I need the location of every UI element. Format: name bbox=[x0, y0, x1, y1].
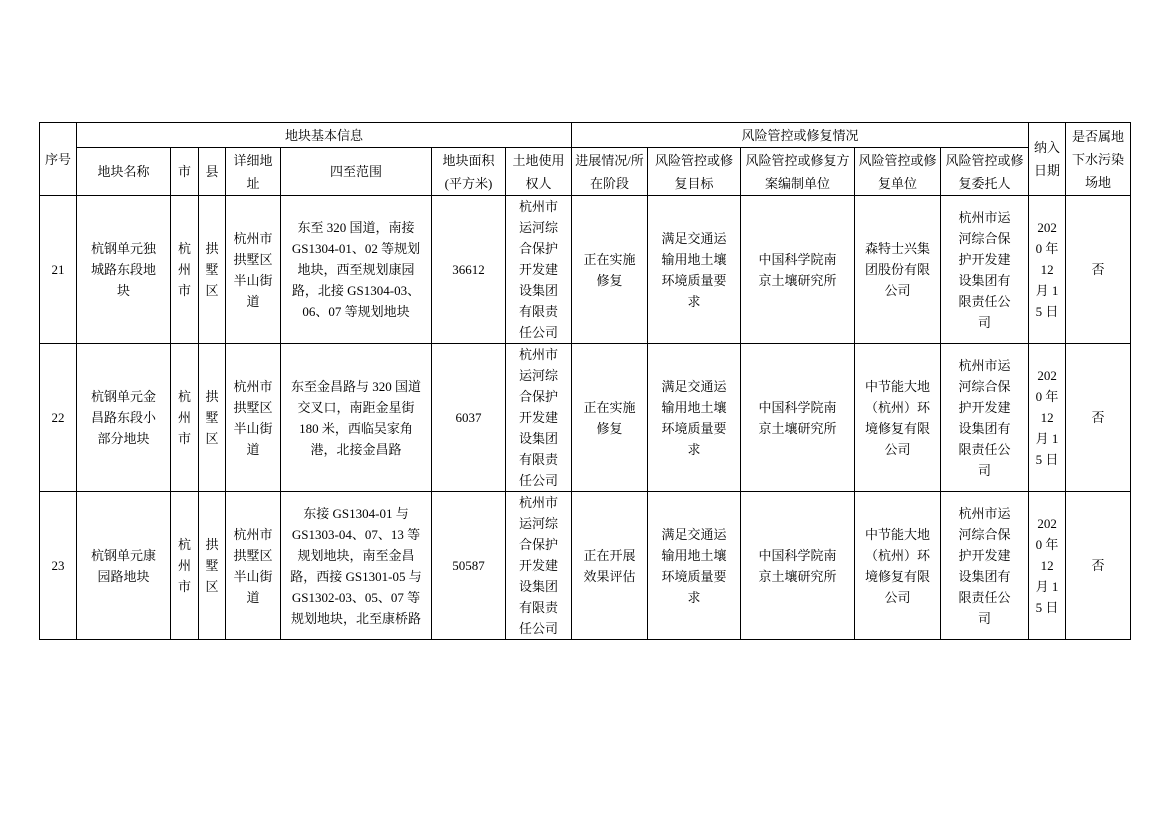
cell-plot-name: 杭钢单元独城路东段地块 bbox=[77, 196, 171, 344]
cell-plan-unit: 中国科学院南京土壤研究所 bbox=[741, 492, 855, 640]
col-header-land-user: 土地使用权人 bbox=[506, 148, 572, 196]
cell-repair-unit: 中节能大地（杭州）环境修复有限公司 bbox=[855, 344, 941, 492]
cell-progress: 正在开展效果评估 bbox=[572, 492, 648, 640]
cell-seq: 23 bbox=[40, 492, 77, 640]
col-header-area: 地块面积(平方米) bbox=[432, 148, 506, 196]
col-header-include-date: 纳入日期 bbox=[1029, 123, 1066, 196]
cell-plot-name: 杭钢单元康园路地块 bbox=[77, 492, 171, 640]
cell-target: 满足交通运输用地土壤环境质量要求 bbox=[648, 344, 741, 492]
cell-area: 36612 bbox=[432, 196, 506, 344]
cell-land-user: 杭州市运河综合保护开发建设集团有限责任公司 bbox=[506, 196, 572, 344]
cell-area: 6037 bbox=[432, 344, 506, 492]
col-header-target: 风险管控或修复目标 bbox=[648, 148, 741, 196]
cell-target: 满足交通运输用地土壤环境质量要求 bbox=[648, 196, 741, 344]
table-row-22 bbox=[40, 344, 1131, 492]
table-row-23 bbox=[40, 492, 1131, 640]
cell-progress: 正在实施修复 bbox=[572, 196, 648, 344]
cell-groundwater: 否 bbox=[1066, 196, 1131, 344]
cell-plan-unit: 中国科学院南京土壤研究所 bbox=[741, 196, 855, 344]
cell-include-date: 2020 年 12 月 15 日 bbox=[1029, 196, 1066, 344]
land-parcel-table bbox=[39, 122, 1131, 640]
col-header-city: 市 bbox=[171, 148, 199, 196]
cell-client: 杭州市运河综合保护开发建设集团有限责任公司 bbox=[941, 196, 1029, 344]
col-header-client: 风险管控或修复委托人 bbox=[941, 148, 1029, 196]
cell-address: 杭州市拱墅区半山街道 bbox=[226, 196, 281, 344]
col-header-plot-name: 地块名称 bbox=[77, 148, 171, 196]
cell-county: 拱墅区 bbox=[199, 344, 226, 492]
cell-client: 杭州市运河综合保护开发建设集团有限责任公司 bbox=[941, 344, 1029, 492]
cell-boundaries: 东接 GS1304-01 与 GS1303-04、07、13 等规划地块，南至金昌路，西接 GS1301-05 与 GS1302-03、05、07 等规划地块，北至康桥路 bbox=[281, 492, 432, 640]
cell-plan-unit: 中国科学院南京土壤研究所 bbox=[741, 344, 855, 492]
cell-seq: 22 bbox=[40, 344, 77, 492]
cell-area: 50587 bbox=[432, 492, 506, 640]
cell-boundaries: 东至金昌路与 320 国道交叉口，南距金星街 180 米，西临吴家角港，北接金昌路 bbox=[281, 344, 432, 492]
table-row-21 bbox=[40, 196, 1131, 344]
cell-address: 杭州市拱墅区半山街道 bbox=[226, 492, 281, 640]
col-header-county: 县 bbox=[199, 148, 226, 196]
cell-include-date: 2020 年 12 月 15 日 bbox=[1029, 492, 1066, 640]
col-header-address: 详细地址 bbox=[226, 148, 281, 196]
cell-groundwater: 否 bbox=[1066, 492, 1131, 640]
cell-include-date: 2020 年 12 月 15 日 bbox=[1029, 344, 1066, 492]
cell-boundaries: 东至 320 国道，南接 GS1304-01、02 等规划地块，西至规划康园路，北接 GS1304-03、06、07 等规划地块 bbox=[281, 196, 432, 344]
cell-land-user: 杭州市运河综合保护开发建设集团有限责任公司 bbox=[506, 492, 572, 640]
cell-groundwater: 否 bbox=[1066, 344, 1131, 492]
header-columns-row bbox=[40, 148, 1131, 196]
cell-repair-unit: 中节能大地（杭州）环境修复有限公司 bbox=[855, 492, 941, 640]
col-header-groundwater: 是否属地下水污染场地 bbox=[1066, 123, 1131, 196]
cell-city: 杭州市 bbox=[171, 344, 199, 492]
col-header-boundaries: 四至范围 bbox=[281, 148, 432, 196]
col-header-plan-unit: 风险管控或修复方案编制单位 bbox=[741, 148, 855, 196]
cell-county: 拱墅区 bbox=[199, 492, 226, 640]
cell-city: 杭州市 bbox=[171, 492, 199, 640]
cell-county: 拱墅区 bbox=[199, 196, 226, 344]
col-header-repair-unit: 风险管控或修复单位 bbox=[855, 148, 941, 196]
cell-land-user: 杭州市运河综合保护开发建设集团有限责任公司 bbox=[506, 344, 572, 492]
cell-seq: 21 bbox=[40, 196, 77, 344]
header-group-row bbox=[40, 123, 1131, 148]
cell-client: 杭州市运河综合保护开发建设集团有限责任公司 bbox=[941, 492, 1029, 640]
col-header-seq: 序号 bbox=[40, 123, 77, 196]
cell-repair-unit: 森特士兴集团股份有限公司 bbox=[855, 196, 941, 344]
cell-target: 满足交通运输用地土壤环境质量要求 bbox=[648, 492, 741, 640]
cell-address: 杭州市拱墅区半山街道 bbox=[226, 344, 281, 492]
cell-progress: 正在实施修复 bbox=[572, 344, 648, 492]
col-header-progress: 进展情况/所在阶段 bbox=[572, 148, 648, 196]
cell-city: 杭州市 bbox=[171, 196, 199, 344]
col-group-basic-info: 地块基本信息 bbox=[77, 123, 572, 148]
col-group-risk-status: 风险管控或修复情况 bbox=[572, 123, 1029, 148]
cell-plot-name: 杭钢单元金昌路东段小部分地块 bbox=[77, 344, 171, 492]
